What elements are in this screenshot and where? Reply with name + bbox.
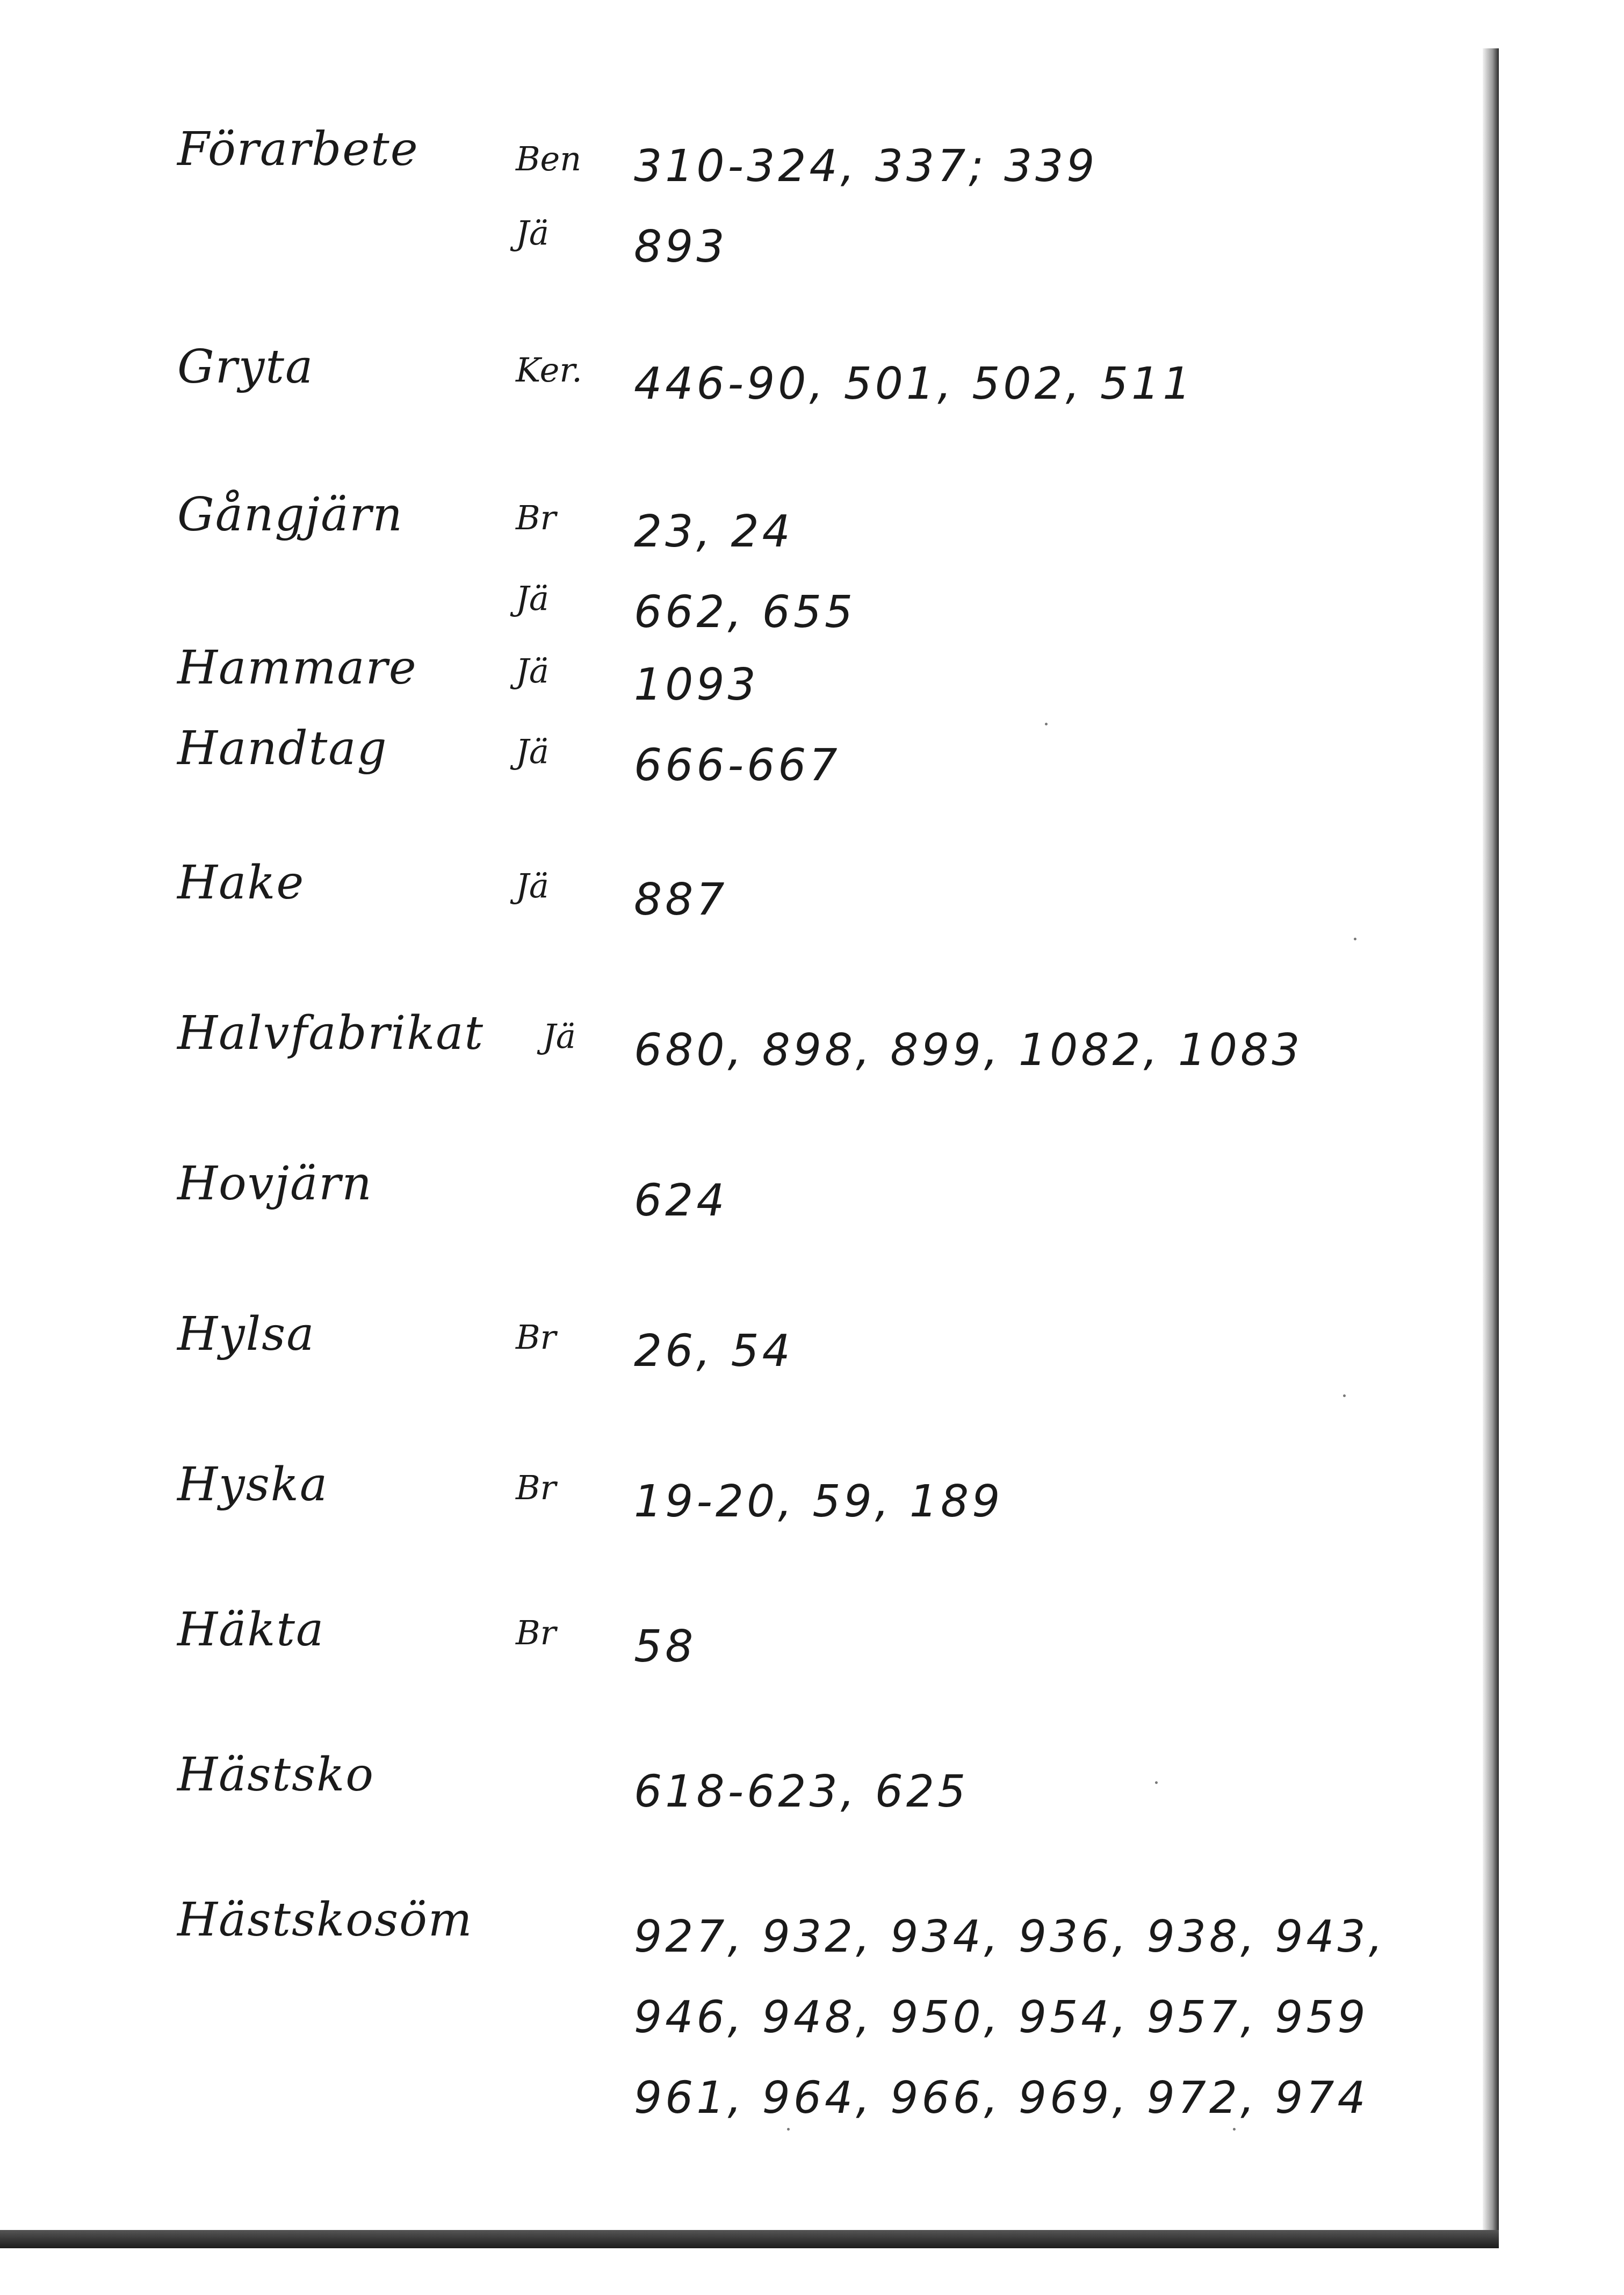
entry-refs: 624	[634, 1175, 728, 1226]
entry-term: Handtag	[177, 722, 388, 775]
entry-refs: 887	[634, 874, 728, 925]
entry-refs: 23, 24	[634, 506, 793, 557]
entry-source: Ben	[516, 139, 582, 178]
entry-refs: 58	[634, 1621, 697, 1672]
entry-refs: 662, 655	[634, 587, 856, 638]
entry-source: Ker.	[516, 350, 582, 390]
entry-refs	[634, 1897, 1386, 2139]
entry-refs-line: 946, 948, 950, 954, 957, 959	[634, 1992, 1369, 2043]
entry-term: Hake	[177, 856, 305, 910]
paper-speck	[1233, 2128, 1236, 2131]
paper-speck	[1155, 1781, 1158, 1784]
entry-source: Jä	[543, 1017, 576, 1056]
entry-term: Hyska	[177, 1458, 329, 1512]
entry-refs: 19-20, 59, 189	[634, 1476, 1004, 1527]
entry-refs: 618-623, 625	[634, 1766, 969, 1817]
bottom-binding-edge	[0, 2230, 1520, 2248]
entry-source: Jä	[516, 732, 549, 771]
entry-term: Hammare	[177, 641, 417, 695]
entry-term: Hästskosöm	[177, 1893, 473, 1947]
entry-refs-line: 961, 964, 966, 969, 972, 974	[634, 2073, 1369, 2124]
entry-refs: 26, 54	[634, 1326, 793, 1377]
entry-refs: 680, 898, 899, 1082, 1083	[634, 1025, 1303, 1076]
entry-term: Förarbete	[177, 123, 419, 176]
entry-term: Hylsa	[177, 1307, 315, 1361]
entry-source: Br	[516, 1613, 557, 1652]
paper-speck	[1354, 938, 1356, 940]
entry-source: Jä	[516, 866, 549, 905]
right-margin	[1499, 0, 1624, 2295]
entry-refs: 893	[634, 221, 728, 272]
entry-term: Häkta	[177, 1603, 325, 1657]
entry-source: Br	[516, 1318, 557, 1357]
entry-term: Halvfabrikat	[177, 1006, 485, 1060]
entry-source: Br	[516, 498, 557, 537]
entry-refs-line: 927, 932, 934, 936, 938, 943,	[634, 1911, 1386, 1962]
entry-source: Jä	[516, 579, 549, 618]
entry-source: Jä	[516, 213, 549, 253]
entry-term: Hovjärn	[177, 1157, 373, 1211]
paper-speck	[1343, 1394, 1346, 1397]
entry-source: Jä	[516, 651, 549, 690]
entry-term: Hästsko	[177, 1748, 374, 1802]
entry-term: Gryta	[177, 340, 314, 394]
entry-refs: 1093	[634, 659, 759, 710]
entry-refs: 666-667	[634, 740, 841, 791]
entry-source: Br	[516, 1468, 557, 1507]
entry-term: Gångjärn	[177, 488, 403, 542]
paper-speck	[1045, 723, 1048, 725]
paper-speck	[787, 2128, 790, 2131]
entry-refs: 310-324, 337; 339	[634, 141, 1098, 192]
page-edge-shadow	[1483, 48, 1499, 2241]
entry-refs: 446-90, 501, 502, 511	[634, 358, 1194, 409]
